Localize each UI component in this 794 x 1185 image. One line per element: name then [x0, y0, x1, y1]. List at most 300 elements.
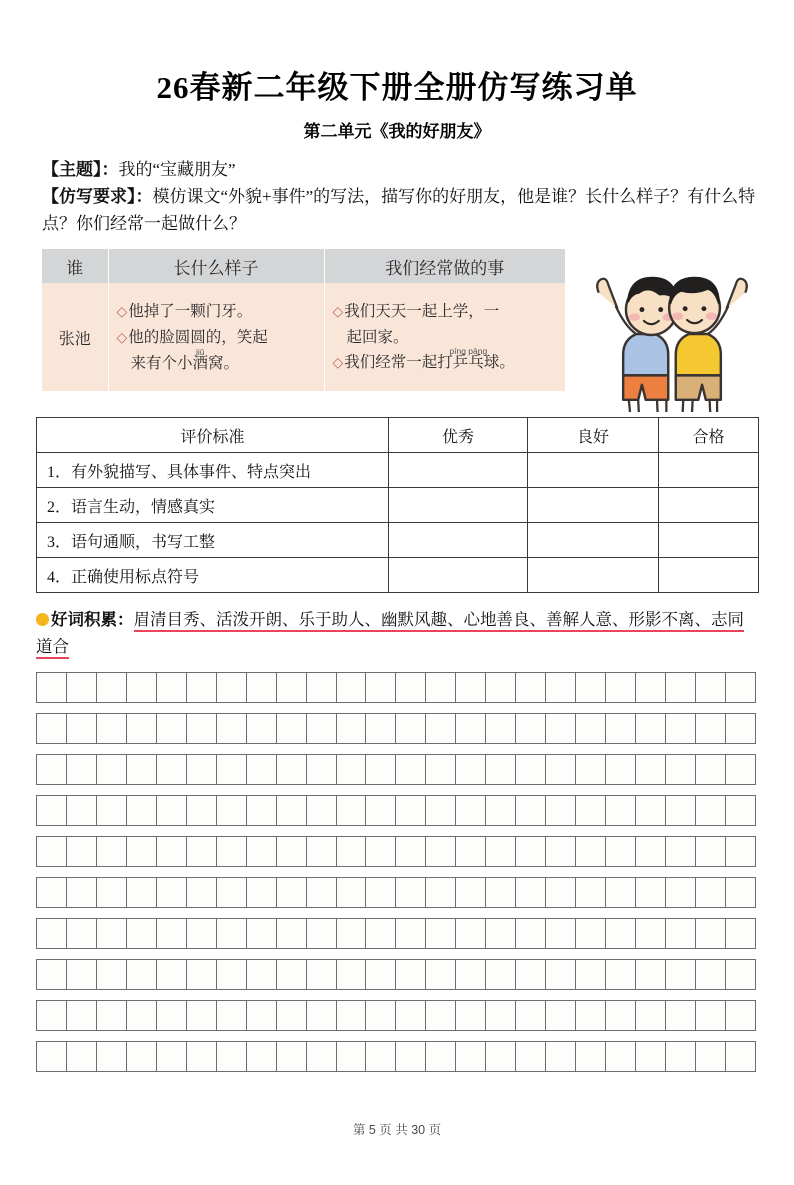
writing-grid-cell[interactable] — [726, 714, 756, 743]
writing-grid-cell[interactable] — [67, 1042, 97, 1071]
writing-grid-cell[interactable] — [37, 755, 67, 784]
writing-grid-cell[interactable] — [277, 878, 307, 907]
page-subtitle: 第二单元《我的好朋友》 — [303, 122, 491, 141]
writing-grid-cell[interactable] — [516, 1042, 546, 1071]
writing-grid-cell[interactable] — [247, 796, 277, 825]
writing-grid-cell[interactable] — [307, 919, 337, 948]
appearance-item-2-text-before: 他的脸圆圆的，笑起 — [128, 328, 268, 346]
writing-grid-cell[interactable] — [666, 714, 696, 743]
writing-grid-cell[interactable] — [37, 796, 67, 825]
writing-grid-cell[interactable] — [366, 960, 396, 989]
writing-grid-cell[interactable] — [97, 1042, 127, 1071]
writing-grid-cell[interactable] — [576, 673, 606, 702]
writing-grid-cell[interactable] — [456, 878, 486, 907]
writing-grid-cell[interactable] — [606, 796, 636, 825]
writing-grid-cell[interactable] — [666, 796, 696, 825]
writing-grid-cell[interactable] — [516, 960, 546, 989]
writing-grid-cell[interactable] — [127, 919, 157, 948]
writing-grid-cell[interactable] — [277, 1001, 307, 1030]
writing-grid-cell[interactable] — [127, 837, 157, 866]
writing-grid-cell[interactable] — [247, 919, 277, 948]
writing-grid-cell[interactable] — [606, 919, 636, 948]
requirement-value: 模仿课文“外貌+事件”的写法，描写你的好朋友，他是谁？长什么样子？有什么特点？你们经常一起做什么？ — [42, 187, 756, 233]
writing-grid-cell[interactable] — [307, 960, 337, 989]
writing-grid-cell[interactable] — [486, 960, 516, 989]
writing-grid-cell[interactable] — [426, 1042, 456, 1071]
criteria-header-excellent: 优秀 — [389, 418, 528, 453]
writing-grid-cell[interactable] — [217, 837, 247, 866]
writing-grid-cell[interactable] — [337, 919, 367, 948]
writing-grid-cell[interactable] — [576, 960, 606, 989]
pinyin-jiu: jiǔ — [196, 346, 205, 357]
writing-grid-cell[interactable] — [546, 673, 576, 702]
writing-grid-cell[interactable] — [636, 755, 666, 784]
writing-grid-cell[interactable] — [217, 673, 247, 702]
writing-grid-cell[interactable] — [516, 796, 546, 825]
writing-grid-cell[interactable] — [486, 837, 516, 866]
criteria-row-3-good-cell[interactable] — [528, 523, 659, 558]
writing-grid-cell[interactable] — [606, 1042, 636, 1071]
writing-grid-cell[interactable] — [67, 673, 97, 702]
writing-grid-cell[interactable] — [396, 878, 426, 907]
writing-grid-cell[interactable] — [456, 714, 486, 743]
writing-grid-cell[interactable] — [636, 673, 666, 702]
writing-grid-cell[interactable] — [486, 755, 516, 784]
writing-grid-cell[interactable] — [337, 673, 367, 702]
writing-grid-cell[interactable] — [726, 919, 756, 948]
ruby-char-pingpang: 乒乓 — [452, 353, 484, 371]
writing-grid-cell[interactable] — [277, 960, 307, 989]
writing-grid-cell[interactable] — [366, 878, 396, 907]
writing-grid-cell[interactable] — [726, 1042, 756, 1071]
writing-grid-cell[interactable] — [426, 673, 456, 702]
criteria-row-2-excellent-cell[interactable] — [389, 488, 528, 523]
writing-grid-cell[interactable] — [666, 878, 696, 907]
writing-grid-cell[interactable] — [456, 837, 486, 866]
writing-grid-cell[interactable] — [217, 878, 247, 907]
writing-grid-cell[interactable] — [157, 714, 187, 743]
writing-grid-cell[interactable] — [396, 837, 426, 866]
writing-grid-cell[interactable] — [127, 1042, 157, 1071]
writing-grid-cell[interactable] — [97, 878, 127, 907]
writing-grid-cell[interactable] — [546, 960, 576, 989]
writing-grid-cell[interactable] — [37, 837, 67, 866]
writing-grid-cell[interactable] — [516, 1001, 546, 1030]
writing-grid-cell[interactable] — [696, 796, 726, 825]
writing-grid-cell[interactable] — [187, 1001, 217, 1030]
writing-grid-row[interactable] — [36, 754, 756, 785]
writing-grid-cell[interactable] — [546, 878, 576, 907]
example-cell-name — [42, 283, 108, 391]
ruby-jiu — [192, 346, 209, 376]
writing-grid-cell[interactable] — [606, 1001, 636, 1030]
writing-grid-cell[interactable] — [456, 1001, 486, 1030]
good-words-text: 眉清目秀、活泼开朗、乐于助人、幽默风趣、心地善良、善解人意、形影不离、志同道合 — [36, 610, 744, 659]
writing-grid-cell[interactable] — [606, 878, 636, 907]
writing-grid-cell[interactable] — [247, 837, 277, 866]
writing-grid-cell[interactable] — [516, 919, 546, 948]
writing-grid-cell[interactable] — [337, 796, 367, 825]
writing-grid-row[interactable] — [36, 672, 756, 703]
writing-grid-cell[interactable] — [456, 673, 486, 702]
writing-grid-cell[interactable] — [37, 960, 67, 989]
writing-grid-row[interactable] — [36, 877, 756, 908]
writing-grid-cell[interactable] — [307, 714, 337, 743]
writing-grid-cell[interactable] — [277, 919, 307, 948]
page-title: 26春新二年级下册全册仿写练习单 — [156, 70, 638, 105]
writing-grid-cell[interactable] — [696, 919, 726, 948]
writing-grid-cell[interactable] — [277, 796, 307, 825]
writing-grid-cell[interactable] — [576, 796, 606, 825]
criteria-row-4-excellent-cell[interactable] — [389, 558, 528, 593]
writing-grid-cell[interactable] — [97, 919, 127, 948]
criteria-row-1-pass-cell[interactable] — [659, 453, 759, 488]
writing-grid-cell[interactable] — [546, 714, 576, 743]
writing-grid-cell[interactable] — [277, 1042, 307, 1071]
appearance-item-1-text: 他掉了一颗门牙。 — [128, 302, 253, 320]
writing-grid-cell[interactable] — [396, 960, 426, 989]
writing-grid-cell[interactable] — [726, 960, 756, 989]
writing-grid-cell[interactable] — [37, 714, 67, 743]
writing-grid-cell[interactable] — [546, 755, 576, 784]
writing-grid-cell[interactable] — [37, 673, 67, 702]
writing-grid-cell[interactable] — [337, 1042, 367, 1071]
page-footer: 第 5 页 共 30 页 — [352, 1123, 442, 1137]
writing-grid-cell[interactable] — [696, 673, 726, 702]
writing-grid-cell[interactable] — [696, 878, 726, 907]
writing-grid-cell[interactable] — [576, 837, 606, 866]
writing-grid-cell[interactable] — [516, 714, 546, 743]
writing-grid-cell[interactable] — [396, 714, 426, 743]
writing-grid-cell[interactable] — [127, 714, 157, 743]
writing-grid-cell[interactable] — [127, 878, 157, 907]
writing-grid-cell[interactable] — [247, 878, 277, 907]
writing-grid-cell[interactable] — [187, 837, 217, 866]
writing-grid-cell[interactable] — [606, 714, 636, 743]
writing-grid-cell[interactable] — [157, 796, 187, 825]
writing-grid-cell[interactable] — [247, 960, 277, 989]
writing-grid-cell[interactable] — [157, 960, 187, 989]
writing-grid-cell[interactable] — [127, 1001, 157, 1030]
example-table — [42, 249, 565, 391]
writing-grid-cell[interactable] — [396, 755, 426, 784]
writing-grid-cell[interactable] — [486, 878, 516, 907]
writing-grid-cell[interactable] — [516, 673, 546, 702]
writing-grid-cell[interactable] — [127, 673, 157, 702]
writing-grid-cell[interactable] — [546, 1042, 576, 1071]
writing-grid-cell[interactable] — [726, 755, 756, 784]
writing-grid-cell[interactable] — [636, 1042, 666, 1071]
writing-grid-cell[interactable] — [217, 755, 247, 784]
activity-item-1-cont — [331, 325, 560, 350]
writing-grid-cell[interactable] — [157, 1001, 187, 1030]
writing-grid-cell[interactable] — [307, 1001, 337, 1030]
writing-grid-cell[interactable] — [486, 796, 516, 825]
writing-grid-cell[interactable] — [396, 919, 426, 948]
writing-grid-cell[interactable] — [366, 837, 396, 866]
writing-grid-cell[interactable] — [636, 1001, 666, 1030]
writing-grid-cell[interactable] — [576, 919, 606, 948]
writing-grid-cell[interactable] — [486, 714, 516, 743]
table-row — [37, 558, 759, 593]
writing-grid-cell[interactable] — [37, 878, 67, 907]
writing-grid-cell[interactable] — [606, 837, 636, 866]
criteria-row-3-excellent-cell[interactable] — [389, 523, 528, 558]
writing-grid-cell[interactable] — [97, 673, 127, 702]
writing-grid-cell[interactable] — [127, 960, 157, 989]
writing-grid-cell[interactable] — [217, 796, 247, 825]
writing-grid-cell[interactable] — [157, 673, 187, 702]
writing-grid-cell[interactable] — [277, 755, 307, 784]
activity-item-2-text-before: 我们经常一起打 — [344, 353, 453, 371]
pinyin-pingpang: pīng pāng — [449, 345, 488, 356]
writing-grid-cell[interactable] — [67, 714, 97, 743]
writing-grid-cell[interactable] — [127, 755, 157, 784]
writing-grid-cell[interactable] — [187, 1042, 217, 1071]
writing-grid-cell[interactable] — [696, 1042, 726, 1071]
writing-grid-cell[interactable] — [337, 1001, 367, 1030]
writing-grid-cell[interactable] — [187, 919, 217, 948]
criteria-row-4-good-cell[interactable] — [528, 558, 659, 593]
writing-grid-cell[interactable] — [37, 1042, 67, 1071]
writing-grid-cell[interactable] — [307, 796, 337, 825]
writing-grid-cell[interactable] — [37, 1001, 67, 1030]
writing-grid-cell[interactable] — [127, 796, 157, 825]
writing-grid-cell[interactable] — [37, 919, 67, 948]
writing-grid-cell[interactable] — [187, 673, 217, 702]
writing-grid-cell[interactable] — [576, 714, 606, 743]
writing-grid-cell[interactable] — [696, 837, 726, 866]
writing-grid-cell[interactable] — [696, 714, 726, 743]
writing-grid-cell[interactable] — [666, 755, 696, 784]
writing-grid-cell[interactable] — [666, 919, 696, 948]
writing-grid-cell[interactable] — [187, 796, 217, 825]
writing-grid-cell[interactable] — [486, 919, 516, 948]
writing-grid-cell[interactable] — [666, 960, 696, 989]
writing-grid-cell[interactable] — [337, 714, 367, 743]
writing-grid-cell[interactable] — [307, 1042, 337, 1071]
writing-grid-row[interactable] — [36, 959, 756, 990]
writing-grid-cell[interactable] — [426, 796, 456, 825]
writing-grid-cell[interactable] — [456, 1042, 486, 1071]
writing-grid-cell[interactable] — [546, 919, 576, 948]
writing-grid-cell[interactable] — [366, 919, 396, 948]
writing-grid-cell[interactable] — [217, 1042, 247, 1071]
writing-grid-row[interactable] — [36, 1000, 756, 1031]
writing-grid-cell[interactable] — [576, 878, 606, 907]
writing-grid-cell[interactable] — [187, 878, 217, 907]
writing-grid-cell[interactable] — [366, 714, 396, 743]
writing-grid-cell[interactable] — [486, 673, 516, 702]
writing-grid-cell[interactable] — [307, 673, 337, 702]
writing-grid-cell[interactable] — [696, 1001, 726, 1030]
theme-label: 【主题】： — [42, 160, 119, 179]
criteria-row-1-excellent-cell[interactable] — [389, 453, 528, 488]
writing-grid-cell[interactable] — [546, 1001, 576, 1030]
writing-grid-cell[interactable] — [666, 837, 696, 866]
writing-grid-cell[interactable] — [67, 1001, 97, 1030]
writing-grid-cell[interactable] — [67, 796, 97, 825]
writing-grid-cell[interactable] — [636, 919, 666, 948]
appearance-item-2-text-mid: 来有个小 — [130, 354, 193, 372]
writing-grid-cell[interactable] — [546, 837, 576, 866]
writing-grid-cell[interactable] — [576, 1042, 606, 1071]
writing-grid-cell[interactable] — [576, 1001, 606, 1030]
writing-grid-cell[interactable] — [396, 796, 426, 825]
writing-grid-cell[interactable] — [636, 714, 666, 743]
writing-grid-cell[interactable] — [366, 1042, 396, 1071]
writing-grid-cell[interactable] — [366, 796, 396, 825]
requirement-line — [42, 183, 758, 237]
writing-grid-cell[interactable] — [426, 755, 456, 784]
writing-grid-cell[interactable] — [277, 837, 307, 866]
writing-grid-cell[interactable] — [187, 960, 217, 989]
writing-grid-cell[interactable] — [67, 878, 97, 907]
writing-grid-cell[interactable] — [366, 755, 396, 784]
writing-grid-cell[interactable] — [426, 837, 456, 866]
writing-grid-cell[interactable] — [726, 673, 756, 702]
writing-grid-cell[interactable] — [67, 837, 97, 866]
criteria-row-4-label: 4．正确使用标点符号 — [37, 558, 389, 593]
writing-grid-cell[interactable] — [516, 878, 546, 907]
writing-grid-cell[interactable] — [277, 673, 307, 702]
criteria-row-1-good-cell[interactable] — [528, 453, 659, 488]
writing-grid-cell[interactable] — [726, 1001, 756, 1030]
writing-grid-row[interactable] — [36, 836, 756, 867]
worksheet-page — [0, 62, 794, 1185]
writing-grid-cell[interactable] — [666, 1042, 696, 1071]
writing-grid-cell[interactable] — [726, 796, 756, 825]
writing-grid-cell[interactable] — [97, 796, 127, 825]
writing-grid-cell[interactable] — [606, 673, 636, 702]
criteria-table — [36, 417, 759, 593]
writing-grid-cell[interactable] — [337, 960, 367, 989]
writing-grid-cell[interactable] — [217, 1001, 247, 1030]
writing-grid-cell[interactable] — [307, 755, 337, 784]
table-row — [37, 488, 759, 523]
ruby-char-jiu: 酒 — [192, 354, 209, 372]
writing-grid-cell[interactable] — [636, 878, 666, 907]
writing-grid-cell[interactable] — [696, 755, 726, 784]
writing-grid[interactable] — [36, 672, 756, 1072]
criteria-row-4-pass-cell[interactable] — [659, 558, 759, 593]
writing-grid-cell[interactable] — [247, 1001, 277, 1030]
criteria-row-2-pass-cell[interactable] — [659, 488, 759, 523]
activity-item-2-tail: 球。 — [483, 353, 515, 371]
writing-grid-cell[interactable] — [546, 796, 576, 825]
criteria-row-1-label: 1．有外貌描写、具体事件、特点突出 — [37, 453, 389, 488]
writing-grid-cell[interactable] — [97, 960, 127, 989]
criteria-row-2-label: 2．语言生动，情感真实 — [37, 488, 389, 523]
writing-grid-cell[interactable] — [396, 673, 426, 702]
writing-grid-cell[interactable] — [606, 960, 636, 989]
writing-grid-cell[interactable] — [426, 878, 456, 907]
writing-grid-cell[interactable] — [426, 1001, 456, 1030]
example-cell-appearance — [108, 283, 324, 391]
theme-value: 我的“宝藏朋友” — [118, 160, 236, 179]
writing-grid-cell[interactable] — [726, 837, 756, 866]
writing-grid-cell[interactable] — [67, 919, 97, 948]
writing-grid-cell[interactable] — [337, 878, 367, 907]
writing-grid-cell[interactable] — [576, 755, 606, 784]
writing-grid-cell[interactable] — [67, 960, 97, 989]
writing-grid-cell[interactable] — [696, 960, 726, 989]
writing-grid-cell[interactable] — [456, 755, 486, 784]
diamond-icon: ◇ — [116, 304, 128, 320]
writing-grid-cell[interactable] — [157, 878, 187, 907]
writing-grid-row[interactable] — [36, 1041, 756, 1072]
writing-grid-cell[interactable] — [307, 878, 337, 907]
writing-grid-cell[interactable] — [396, 1042, 426, 1071]
writing-grid-row[interactable] — [36, 918, 756, 949]
writing-grid-cell[interactable] — [217, 714, 247, 743]
writing-grid-cell[interactable] — [247, 1042, 277, 1071]
writing-grid-cell[interactable] — [217, 960, 247, 989]
writing-grid-cell[interactable] — [486, 1001, 516, 1030]
writing-grid-cell[interactable] — [426, 714, 456, 743]
writing-grid-cell[interactable] — [606, 755, 636, 784]
writing-grid-cell[interactable] — [726, 878, 756, 907]
writing-grid-cell[interactable] — [636, 837, 666, 866]
writing-grid-cell[interactable] — [247, 755, 277, 784]
appearance-item-2-tail: 窝。 — [208, 354, 240, 372]
writing-grid-cell[interactable] — [337, 837, 367, 866]
criteria-row-3-pass-cell[interactable] — [659, 523, 759, 558]
writing-grid-cell[interactable] — [97, 837, 127, 866]
writing-grid-cell[interactable] — [157, 755, 187, 784]
writing-grid-cell[interactable] — [516, 755, 546, 784]
writing-grid-cell[interactable] — [516, 837, 546, 866]
appearance-item-2 — [115, 325, 318, 351]
criteria-row-2-good-cell[interactable] — [528, 488, 659, 523]
writing-grid-cell[interactable] — [217, 919, 247, 948]
writing-grid-cell[interactable] — [426, 960, 456, 989]
writing-grid-cell[interactable] — [636, 796, 666, 825]
writing-grid-cell[interactable] — [277, 714, 307, 743]
writing-grid-cell[interactable] — [366, 673, 396, 702]
writing-grid-cell[interactable] — [486, 1042, 516, 1071]
writing-grid-cell[interactable] — [157, 919, 187, 948]
writing-grid-cell[interactable] — [247, 714, 277, 743]
writing-grid-cell[interactable] — [396, 1001, 426, 1030]
writing-grid-cell[interactable] — [366, 1001, 396, 1030]
criteria-header-pass: 合格 — [659, 418, 759, 453]
writing-grid-cell[interactable] — [337, 755, 367, 784]
writing-grid-cell[interactable] — [426, 919, 456, 948]
writing-grid-cell[interactable] — [157, 1042, 187, 1071]
writing-grid-cell[interactable] — [97, 755, 127, 784]
table-row — [37, 453, 759, 488]
writing-grid-row[interactable] — [36, 713, 756, 744]
diamond-icon: ◇ — [332, 355, 344, 371]
activity-item-2 — [331, 345, 560, 376]
writing-grid-cell[interactable] — [67, 755, 97, 784]
writing-grid-cell[interactable] — [456, 919, 486, 948]
writing-grid-cell[interactable] — [307, 837, 337, 866]
writing-grid-cell[interactable] — [456, 796, 486, 825]
writing-grid-cell[interactable] — [187, 714, 217, 743]
writing-grid-cell[interactable] — [666, 673, 696, 702]
writing-grid-cell[interactable] — [456, 960, 486, 989]
writing-grid-cell[interactable] — [247, 673, 277, 702]
writing-grid-cell[interactable] — [97, 714, 127, 743]
writing-grid-cell[interactable] — [666, 1001, 696, 1030]
writing-grid-row[interactable] — [36, 795, 756, 826]
writing-grid-cell[interactable] — [187, 755, 217, 784]
writing-grid-cell[interactable] — [97, 1001, 127, 1030]
writing-grid-cell[interactable] — [636, 960, 666, 989]
writing-grid-cell[interactable] — [157, 837, 187, 866]
